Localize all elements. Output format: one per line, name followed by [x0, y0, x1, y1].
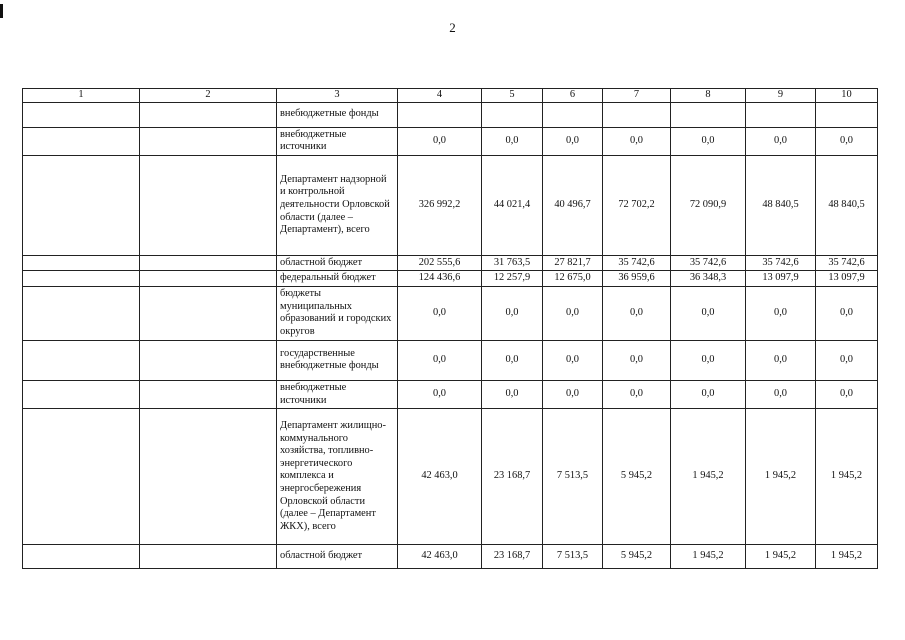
empty-cell-col2 [140, 102, 277, 127]
value-cell [746, 102, 816, 127]
value-cell: 0,0 [398, 286, 482, 340]
value-cell: 27 821,7 [543, 255, 603, 271]
value-cell: 0,0 [482, 380, 543, 408]
table-body [23, 102, 878, 569]
column-header: 4 [398, 89, 482, 103]
value-cell [482, 102, 543, 127]
empty-cell-col2 [140, 255, 277, 271]
row-label: внебюджетные источники [277, 127, 398, 155]
table-row [23, 340, 878, 380]
table-row [23, 127, 878, 155]
value-cell: 0,0 [671, 340, 746, 380]
row-label: Департамент надзорной и контрольной деятельности Орловской области (далее – Департамент), всего [277, 155, 398, 255]
value-cell: 72 090,9 [671, 155, 746, 255]
value-cell: 0,0 [671, 127, 746, 155]
empty-cell-col2 [140, 271, 277, 287]
value-cell: 1 945,2 [746, 409, 816, 545]
budget-table [22, 88, 878, 569]
value-cell [816, 102, 878, 127]
table-row [23, 409, 878, 545]
value-cell: 0,0 [543, 286, 603, 340]
value-cell: 0,0 [603, 286, 671, 340]
value-cell: 12 675,0 [543, 271, 603, 287]
value-cell: 124 436,6 [398, 271, 482, 287]
empty-cell-col1 [23, 380, 140, 408]
row-label: областной бюджет [277, 255, 398, 271]
table-row [23, 286, 878, 340]
column-header: 3 [277, 89, 398, 103]
table-row [23, 271, 878, 287]
value-cell: 0,0 [671, 286, 746, 340]
empty-cell-col1 [23, 340, 140, 380]
value-cell: 0,0 [482, 286, 543, 340]
value-cell: 36 959,6 [603, 271, 671, 287]
value-cell: 0,0 [398, 380, 482, 408]
column-header: 6 [543, 89, 603, 103]
value-cell: 35 742,6 [746, 255, 816, 271]
row-label: областной бюджет [277, 545, 398, 569]
value-cell: 0,0 [746, 286, 816, 340]
value-cell: 5 945,2 [603, 545, 671, 569]
empty-cell-col2 [140, 340, 277, 380]
value-cell: 35 742,6 [671, 255, 746, 271]
value-cell: 0,0 [543, 340, 603, 380]
value-cell: 42 463,0 [398, 409, 482, 545]
value-cell: 31 763,5 [482, 255, 543, 271]
value-cell: 7 513,5 [543, 545, 603, 569]
row-label: внебюджетные фонды [277, 102, 398, 127]
empty-cell-col2 [140, 380, 277, 408]
value-cell: 0,0 [603, 340, 671, 380]
value-cell: 1 945,2 [816, 409, 878, 545]
value-cell: 13 097,9 [746, 271, 816, 287]
value-cell: 0,0 [398, 340, 482, 380]
table-row [23, 155, 878, 255]
row-label: бюджеты муниципальных образований и городских округов [277, 286, 398, 340]
column-header: 8 [671, 89, 746, 103]
value-cell: 0,0 [816, 380, 878, 408]
table-row [23, 545, 878, 569]
empty-cell-col1 [23, 127, 140, 155]
value-cell: 0,0 [543, 380, 603, 408]
value-cell: 0,0 [482, 340, 543, 380]
value-cell: 5 945,2 [603, 409, 671, 545]
column-header: 5 [482, 89, 543, 103]
value-cell: 0,0 [746, 340, 816, 380]
value-cell: 0,0 [746, 380, 816, 408]
value-cell: 35 742,6 [816, 255, 878, 271]
row-label: Департамент жилищно-коммунального хозяйства, топливно-энергетического комплекса и энергосбережения Орловской области (далее – Департамент ЖКХ), всего [277, 409, 398, 545]
table-row [23, 255, 878, 271]
empty-cell-col1 [23, 409, 140, 545]
value-cell: 44 021,4 [482, 155, 543, 255]
value-cell: 35 742,6 [603, 255, 671, 271]
value-cell: 0,0 [746, 127, 816, 155]
value-cell: 202 555,6 [398, 255, 482, 271]
row-label: федеральный бюджет [277, 271, 398, 287]
column-header: 10 [816, 89, 878, 103]
value-cell: 42 463,0 [398, 545, 482, 569]
value-cell: 0,0 [482, 127, 543, 155]
empty-cell-col1 [23, 255, 140, 271]
table-row [23, 102, 878, 127]
value-cell: 0,0 [816, 127, 878, 155]
page-number: 2 [449, 20, 456, 35]
value-cell: 0,0 [603, 127, 671, 155]
value-cell: 326 992,2 [398, 155, 482, 255]
value-cell [671, 102, 746, 127]
value-cell: 36 348,3 [671, 271, 746, 287]
value-cell: 0,0 [398, 127, 482, 155]
value-cell: 48 840,5 [746, 155, 816, 255]
column-header: 7 [603, 89, 671, 103]
empty-cell-col1 [23, 271, 140, 287]
value-cell: 0,0 [816, 286, 878, 340]
value-cell: 7 513,5 [543, 409, 603, 545]
value-cell: 0,0 [816, 340, 878, 380]
value-cell: 72 702,2 [603, 155, 671, 255]
value-cell [543, 102, 603, 127]
column-header: 9 [746, 89, 816, 103]
table-row [23, 380, 878, 408]
value-cell: 48 840,5 [816, 155, 878, 255]
empty-cell-col2 [140, 286, 277, 340]
edge-mark [0, 4, 3, 18]
value-cell: 1 945,2 [746, 545, 816, 569]
value-cell: 1 945,2 [671, 545, 746, 569]
value-cell: 0,0 [603, 380, 671, 408]
empty-cell-col1 [23, 286, 140, 340]
row-label: государственные внебюджетные фонды [277, 340, 398, 380]
empty-cell-col1 [23, 155, 140, 255]
value-cell: 0,0 [543, 127, 603, 155]
value-cell [603, 102, 671, 127]
value-cell: 0,0 [671, 380, 746, 408]
value-cell: 40 496,7 [543, 155, 603, 255]
value-cell: 23 168,7 [482, 409, 543, 545]
value-cell: 1 945,2 [671, 409, 746, 545]
empty-cell-col2 [140, 409, 277, 545]
empty-cell-col2 [140, 545, 277, 569]
row-label: внебюджетные источники [277, 380, 398, 408]
value-cell: 23 168,7 [482, 545, 543, 569]
empty-cell-col1 [23, 102, 140, 127]
empty-cell-col2 [140, 155, 277, 255]
empty-cell-col2 [140, 127, 277, 155]
empty-cell-col1 [23, 545, 140, 569]
value-cell: 1 945,2 [816, 545, 878, 569]
value-cell [398, 102, 482, 127]
column-header: 2 [140, 89, 277, 103]
value-cell: 12 257,9 [482, 271, 543, 287]
value-cell: 13 097,9 [816, 271, 878, 287]
column-header: 1 [23, 89, 140, 103]
column-number-row [23, 89, 878, 103]
